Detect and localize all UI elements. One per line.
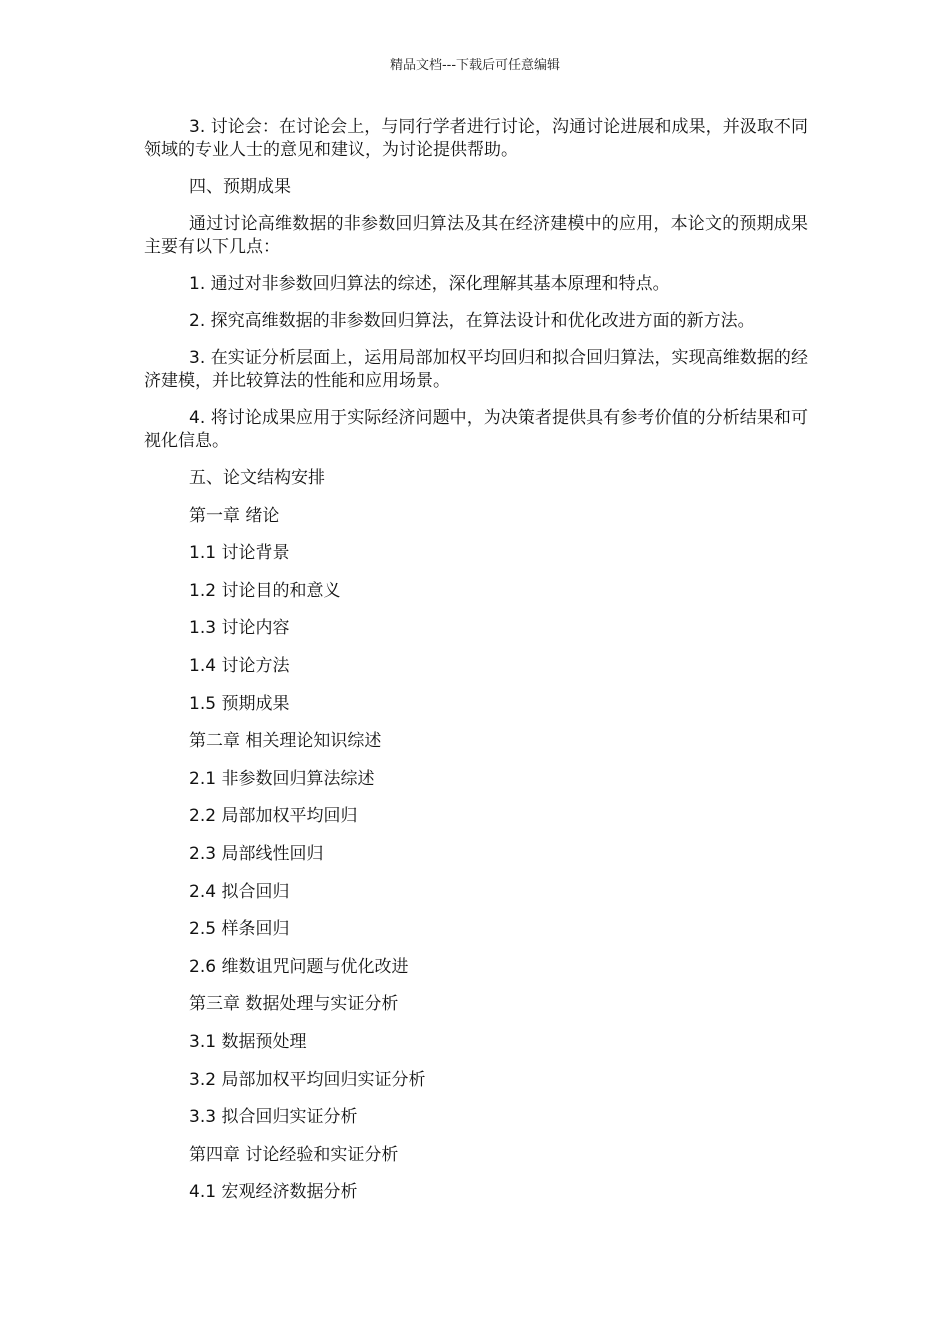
outline-item: 3.2 局部加权平均回归实证分析 bbox=[189, 1069, 426, 1090]
outline-chapter: 第二章 相关理论知识综述 bbox=[189, 731, 382, 752]
paragraph-seminar: 3. 讨论会：在讨论会上，与同行学者进行讨论，沟通讨论进展和成果，并汲取不同领域的专业人士的意见和建议，为讨论提供帮助。 bbox=[144, 117, 808, 160]
paragraph-expected-item-2: 2. 探究高维数据的非参数回归算法，在算法设计和优化改进方面的新方法。 bbox=[189, 311, 755, 331]
outline-item: 1.3 讨论内容 bbox=[189, 618, 290, 639]
outline-item: 2.6 维数诅咒问题与优化改进 bbox=[189, 956, 409, 977]
outline-chapter: 第三章 数据处理与实证分析 bbox=[189, 994, 399, 1015]
outline-item: 4.1 宏观经济数据分析 bbox=[189, 1182, 358, 1203]
outline-item: 2.1 非参数回归算法综述 bbox=[189, 768, 375, 789]
outline-chapter: 第四章 讨论经验和实证分析 bbox=[189, 1144, 399, 1165]
outline-item: 1.4 讨论方法 bbox=[189, 655, 290, 676]
outline-item: 2.5 样条回归 bbox=[189, 919, 290, 940]
document-body bbox=[144, 116, 808, 1219]
outline-item: 1.1 讨论背景 bbox=[189, 543, 290, 564]
outline-item: 3.1 数据预处理 bbox=[189, 1031, 307, 1052]
paragraph-expected-item-3: 3. 在实证分析层面上，运用局部加权平均回归和拟合回归算法，实现高维数据的经济建模，并比较算法的性能和应用场景。 bbox=[144, 348, 808, 391]
outline-item: 2.4 拟合回归 bbox=[189, 881, 290, 902]
section-heading-structure: 五、论文结构安排 bbox=[189, 468, 325, 488]
outline-item: 2.2 局部加权平均回归 bbox=[189, 806, 358, 827]
paragraph-expected-item-1: 1. 通过对非参数回归算法的综述，深化理解其基本原理和特点。 bbox=[189, 274, 670, 294]
paragraph-expected-item-4: 4. 将讨论成果应用于实际经济问题中，为决策者提供具有参考价值的分析结果和可视化信息。 bbox=[144, 408, 808, 451]
page-header: 精品文档---下载后可任意编辑 bbox=[389, 58, 561, 73]
section-heading-expected-results: 四、预期成果 bbox=[189, 177, 291, 197]
outline-item: 2.3 局部线性回归 bbox=[189, 843, 324, 864]
outline-item: 1.2 讨论目的和意义 bbox=[189, 580, 341, 601]
outline-chapter: 第一章 绪论 bbox=[189, 505, 280, 526]
outline-item: 1.5 预期成果 bbox=[189, 693, 290, 714]
outline-item: 3.3 拟合回归实证分析 bbox=[189, 1107, 358, 1128]
paragraph-expected-intro: 通过讨论高维数据的非参数回归算法及其在经济建模中的应用，本论文的预期成果主要有以下几点： bbox=[144, 214, 808, 257]
